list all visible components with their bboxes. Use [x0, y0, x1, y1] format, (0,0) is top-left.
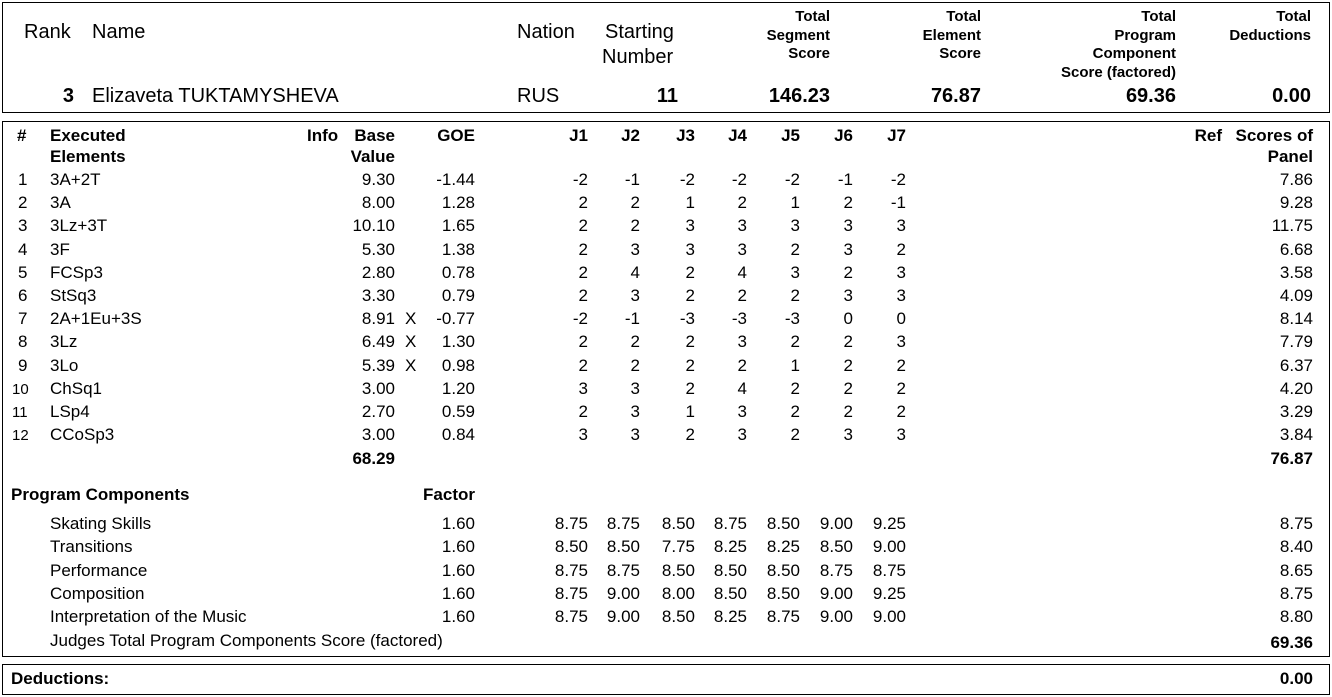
element-info: X: [405, 356, 417, 375]
elements-total-score: 76.87: [1270, 449, 1313, 468]
element-judge-5-score: 2: [790, 425, 800, 444]
pc-judge-4-score: 8.50: [713, 561, 747, 580]
element-goe: 1.20: [441, 379, 475, 398]
element-info: X: [405, 309, 417, 328]
element-num: 8: [18, 332, 28, 351]
info-col-header: Info: [307, 126, 339, 145]
pc-judge-7-score: 9.25: [872, 514, 906, 533]
pc-factor: 1.60: [441, 584, 475, 603]
skater-name: Elizaveta TUKTAMYSHEVA: [92, 85, 339, 107]
element-judge-4-score: 2: [737, 193, 747, 212]
element-base-value: 8.00: [361, 193, 395, 212]
element-judge-5-score: 2: [790, 332, 800, 351]
pc-judge-3-score: 8.00: [661, 584, 695, 603]
element-panel-score: 3.84: [1279, 425, 1313, 444]
element-name: 3A+2T: [50, 170, 101, 189]
element-base-value: 3.00: [361, 379, 395, 398]
element-judge-2-score: 2: [630, 356, 640, 375]
judge-col-header-3: J3: [676, 126, 695, 145]
element-name: 3Lz+3T: [50, 216, 108, 235]
pc-panel-score: 8.80: [1279, 607, 1313, 626]
element-judge-4-score: -2: [731, 170, 747, 189]
element-judge-7-score: -2: [890, 170, 906, 189]
element-judge-2-score: 2: [630, 332, 640, 351]
element-judge-6-score: 0: [843, 309, 853, 328]
num-col-header: #: [17, 126, 27, 145]
element-judge-6-score: 2: [843, 379, 853, 398]
pc-judge-1-score: 8.75: [554, 607, 588, 626]
element-panel-score: 7.79: [1279, 332, 1313, 351]
element-goe: 1.65: [441, 216, 475, 235]
pc-judge-3-score: 8.50: [661, 561, 695, 580]
element-judge-1-score: 2: [578, 263, 588, 282]
element-judge-3-score: 3: [685, 240, 695, 259]
element-judge-2-score: 3: [630, 425, 640, 444]
element-judge-6-score: 3: [843, 425, 853, 444]
pc-judge-7-score: 9.00: [872, 537, 906, 556]
element-num: 7: [18, 309, 28, 328]
element-judge-6-score: 3: [843, 216, 853, 235]
skater-nation: RUS: [517, 85, 560, 107]
element-judge-1-score: -2: [572, 170, 588, 189]
pc-judge-4-score: 8.75: [713, 514, 747, 533]
judge-col-header-5: J5: [781, 126, 800, 145]
element-name: 2A+1Eu+3S: [50, 309, 142, 328]
element-judge-4-score: 2: [737, 286, 747, 305]
rank-header: Rank: [24, 21, 71, 43]
pc-name: Transitions: [50, 537, 133, 556]
name-header: Name: [92, 21, 146, 43]
element-panel-score: 6.37: [1279, 356, 1313, 375]
factor-col-header: Factor: [423, 485, 475, 504]
element-judge-5-score: 2: [790, 286, 800, 305]
element-judge-3-score: 2: [685, 332, 695, 351]
element-judge-5-score: 1: [790, 193, 800, 212]
element-judge-5-score: 1: [790, 356, 800, 375]
element-judge-7-score: 3: [896, 216, 906, 235]
pc-panel-score: 8.75: [1279, 514, 1313, 533]
element-info: X: [405, 332, 417, 351]
pc-name: Performance: [50, 561, 148, 580]
pc-judge-5-score: 8.50: [766, 584, 800, 603]
element-num: 9: [18, 356, 28, 375]
starting-number-header-line2: Number: [602, 46, 674, 68]
pc-judge-6-score: 8.50: [819, 537, 853, 556]
element-judge-5-score: 3: [790, 216, 800, 235]
element-judge-6-score: 2: [843, 356, 853, 375]
element-judge-1-score: 2: [578, 402, 588, 421]
judge-col-header-6: J6: [834, 126, 853, 145]
element-judge-1-score: 2: [578, 240, 588, 259]
pc-panel-score: 8.65: [1279, 561, 1313, 580]
skater-total-program-component-score: 69.36: [1125, 85, 1176, 107]
element-num: 3: [18, 216, 28, 235]
element-judge-3-score: 2: [685, 379, 695, 398]
pc-judge-5-score: 8.50: [766, 514, 800, 533]
element-panel-score: 9.28: [1279, 193, 1313, 212]
element-judge-6-score: 2: [843, 402, 853, 421]
total-program-component-score-header: Total Program Component Score (factored): [1060, 8, 1176, 81]
pc-judge-2-score: 9.00: [606, 584, 640, 603]
pc-judge-5-score: 8.50: [766, 561, 800, 580]
element-base-value: 8.91: [361, 309, 395, 328]
element-judge-2-score: 3: [630, 286, 640, 305]
element-judge-5-score: -2: [784, 170, 800, 189]
element-judge-2-score: -1: [624, 309, 640, 328]
element-judge-3-score: 2: [685, 286, 695, 305]
judge-col-header-1: J1: [569, 126, 588, 145]
element-judge-2-score: 3: [630, 379, 640, 398]
deductions-label: Deductions:: [11, 669, 110, 688]
pc-judge-1-score: 8.50: [554, 537, 588, 556]
element-name: CCoSp3: [50, 425, 115, 444]
element-panel-score: 3.29: [1279, 402, 1313, 421]
element-judge-4-score: 3: [737, 216, 747, 235]
total-segment-score-header: Total Segment Score: [766, 8, 830, 62]
element-judge-7-score: 3: [896, 425, 906, 444]
pc-judge-7-score: 8.75: [872, 561, 906, 580]
total-deductions-header: Total Deductions: [1229, 8, 1311, 44]
element-judge-6-score: 2: [843, 263, 853, 282]
element-num: 12: [12, 427, 29, 444]
element-judge-7-score: 3: [896, 332, 906, 351]
element-judge-7-score: -1: [890, 193, 906, 212]
element-goe: -1.44: [436, 170, 475, 189]
element-judge-1-score: 2: [578, 216, 588, 235]
pc-judge-3-score: 7.75: [661, 537, 695, 556]
element-judge-1-score: 2: [578, 356, 588, 375]
skater-total-deductions: 0.00: [1272, 85, 1311, 107]
element-judge-4-score: 3: [737, 402, 747, 421]
element-judge-6-score: 2: [843, 193, 853, 212]
element-base-value: 5.39: [361, 356, 395, 375]
element-judge-7-score: 2: [896, 402, 906, 421]
element-judge-1-score: -2: [572, 309, 588, 328]
element-goe: 1.38: [441, 240, 475, 259]
pc-judge-5-score: 8.75: [766, 607, 800, 626]
pc-factor: 1.60: [441, 514, 475, 533]
pc-judge-5-score: 8.25: [766, 537, 800, 556]
element-goe: 1.30: [441, 332, 475, 351]
element-num: 2: [18, 193, 28, 212]
pc-judge-1-score: 8.75: [554, 561, 588, 580]
element-judge-7-score: 3: [896, 286, 906, 305]
element-name: LSp4: [50, 402, 90, 421]
element-name: 3Lo: [50, 356, 79, 375]
program-components-title: Program Components: [11, 485, 190, 504]
element-num: 1: [18, 170, 28, 189]
pc-total-score: 69.36: [1270, 633, 1313, 652]
pc-factor: 1.60: [441, 537, 475, 556]
element-judge-1-score: 2: [578, 332, 588, 351]
pc-name: Composition: [50, 584, 145, 603]
element-judge-3-score: 2: [685, 425, 695, 444]
element-judge-2-score: -1: [624, 170, 640, 189]
element-judge-5-score: 2: [790, 402, 800, 421]
element-judge-4-score: 3: [737, 425, 747, 444]
skater-total-element-score: 76.87: [930, 85, 981, 107]
scores-of-col-header: Scores of: [1235, 126, 1313, 145]
element-judge-2-score: 2: [630, 216, 640, 235]
element-base-value: 6.49: [361, 332, 395, 351]
pc-judge-6-score: 9.00: [819, 514, 853, 533]
element-goe: 0.78: [441, 263, 475, 282]
element-name: StSq3: [50, 286, 97, 305]
element-panel-score: 11.75: [1271, 216, 1313, 235]
element-panel-score: 4.20: [1279, 379, 1313, 398]
element-judge-6-score: 3: [843, 286, 853, 305]
element-base-value: 3.30: [361, 286, 395, 305]
pc-judge-4-score: 8.25: [713, 607, 747, 626]
element-panel-score: 7.86: [1279, 170, 1313, 189]
judge-col-header-4: J4: [728, 126, 747, 145]
pc-judge-1-score: 8.75: [554, 584, 588, 603]
element-judge-3-score: 3: [685, 216, 695, 235]
starting-number-header-line1: Starting: [605, 21, 674, 43]
element-judge-4-score: 3: [737, 332, 747, 351]
pc-factor: 1.60: [441, 607, 475, 626]
elements-total-base: 68.29: [352, 449, 395, 468]
element-judge-4-score: 4: [737, 379, 747, 398]
element-judge-7-score: 0: [896, 309, 906, 328]
element-judge-2-score: 2: [630, 193, 640, 212]
element-num: 11: [12, 404, 28, 421]
element-panel-score: 6.68: [1279, 240, 1313, 259]
pc-judge-7-score: 9.25: [872, 584, 906, 603]
pc-judge-4-score: 8.25: [713, 537, 747, 556]
element-goe: 0.79: [441, 286, 475, 305]
element-base-value: 5.30: [361, 240, 395, 259]
judge-col-header-2: J2: [621, 126, 640, 145]
element-num: 5: [18, 263, 28, 282]
pc-judge-4-score: 8.50: [713, 584, 747, 603]
element-judge-3-score: -2: [679, 170, 695, 189]
pc-judge-6-score: 9.00: [819, 607, 853, 626]
goe-col-header: GOE: [437, 126, 475, 145]
element-judge-5-score: -3: [784, 309, 800, 328]
pc-judge-7-score: 9.00: [872, 607, 906, 626]
element-judge-5-score: 2: [790, 379, 800, 398]
element-judge-5-score: 3: [790, 263, 800, 282]
element-judge-1-score: 3: [578, 425, 588, 444]
pc-name: Skating Skills: [50, 514, 152, 533]
element-judge-1-score: 3: [578, 379, 588, 398]
element-goe: 0.59: [441, 402, 475, 421]
nation-header: Nation: [517, 21, 575, 43]
element-base-value: 3.00: [361, 425, 395, 444]
pc-judge-6-score: 9.00: [819, 584, 853, 603]
judge-col-header-7: J7: [887, 126, 906, 145]
pc-judge-2-score: 8.75: [606, 561, 640, 580]
base-col-header: Base: [354, 126, 395, 145]
pc-judge-6-score: 8.75: [819, 561, 853, 580]
element-name: 3Lz: [50, 332, 78, 351]
pc-judge-2-score: 8.75: [606, 514, 640, 533]
element-judge-2-score: 3: [630, 240, 640, 259]
pc-judge-3-score: 8.50: [661, 514, 695, 533]
element-judge-6-score: 2: [843, 332, 853, 351]
element-judge-4-score: 4: [737, 263, 747, 282]
element-judge-3-score: 2: [685, 263, 695, 282]
element-judge-7-score: 2: [896, 240, 906, 259]
element-judge-7-score: 2: [896, 379, 906, 398]
pc-judge-2-score: 9.00: [606, 607, 640, 626]
element-name: 3A: [50, 193, 71, 212]
element-judge-6-score: -1: [837, 170, 853, 189]
element-judge-3-score: 1: [685, 402, 695, 421]
element-judge-2-score: 4: [630, 263, 640, 282]
element-judge-3-score: -3: [679, 309, 695, 328]
pc-panel-score: 8.40: [1279, 537, 1313, 556]
elements-col-header: Elements: [50, 147, 126, 166]
skater-starting-number: 11: [656, 85, 678, 107]
element-goe: 0.98: [441, 356, 475, 375]
element-name: 3F: [50, 240, 70, 259]
pc-judge-2-score: 8.50: [606, 537, 640, 556]
ref-col-header: Ref: [1194, 126, 1222, 145]
element-name: ChSq1: [50, 379, 102, 398]
skater-total-segment-score: 146.23: [768, 85, 830, 107]
element-judge-6-score: 3: [843, 240, 853, 259]
panel-col-header: Panel: [1267, 147, 1313, 166]
executed-col-header: Executed: [50, 126, 126, 145]
element-name: FCSp3: [50, 263, 103, 282]
element-judge-1-score: 2: [578, 193, 588, 212]
element-judge-7-score: 3: [896, 263, 906, 282]
element-judge-2-score: 3: [630, 402, 640, 421]
element-num: 10: [12, 381, 29, 398]
deductions-box: [2, 664, 1330, 695]
element-judge-4-score: 2: [737, 356, 747, 375]
element-base-value: 2.70: [361, 402, 395, 421]
element-num: 6: [18, 286, 28, 305]
element-num: 4: [18, 240, 28, 259]
element-judge-4-score: 3: [737, 240, 747, 259]
value-col-header: Value: [350, 147, 395, 166]
pc-panel-score: 8.75: [1279, 584, 1313, 603]
element-panel-score: 4.09: [1279, 286, 1313, 305]
element-panel-score: 3.58: [1279, 263, 1313, 282]
skater-rank: 3: [62, 85, 74, 107]
element-judge-7-score: 2: [896, 356, 906, 375]
total-element-score-header: Total Element Score: [922, 8, 981, 62]
pc-judge-1-score: 8.75: [554, 514, 588, 533]
element-panel-score: 8.14: [1279, 309, 1313, 328]
element-judge-5-score: 2: [790, 240, 800, 259]
element-base-value: 10.10: [352, 216, 395, 235]
element-judge-3-score: 1: [685, 193, 695, 212]
element-base-value: 9.30: [361, 170, 395, 189]
element-goe: 0.84: [441, 425, 475, 444]
element-base-value: 2.80: [361, 263, 395, 282]
pc-judge-3-score: 8.50: [661, 607, 695, 626]
element-judge-3-score: 2: [685, 356, 695, 375]
element-judge-1-score: 2: [578, 286, 588, 305]
pc-factor: 1.60: [441, 561, 475, 580]
pc-name: Interpretation of the Music: [50, 607, 247, 626]
element-judge-4-score: -3: [731, 309, 747, 328]
element-goe: -0.77: [436, 309, 475, 328]
pc-total-label: Judges Total Program Components Score (factored): [50, 631, 443, 650]
deductions-value: 0.00: [1279, 669, 1313, 688]
element-goe: 1.28: [441, 193, 475, 212]
